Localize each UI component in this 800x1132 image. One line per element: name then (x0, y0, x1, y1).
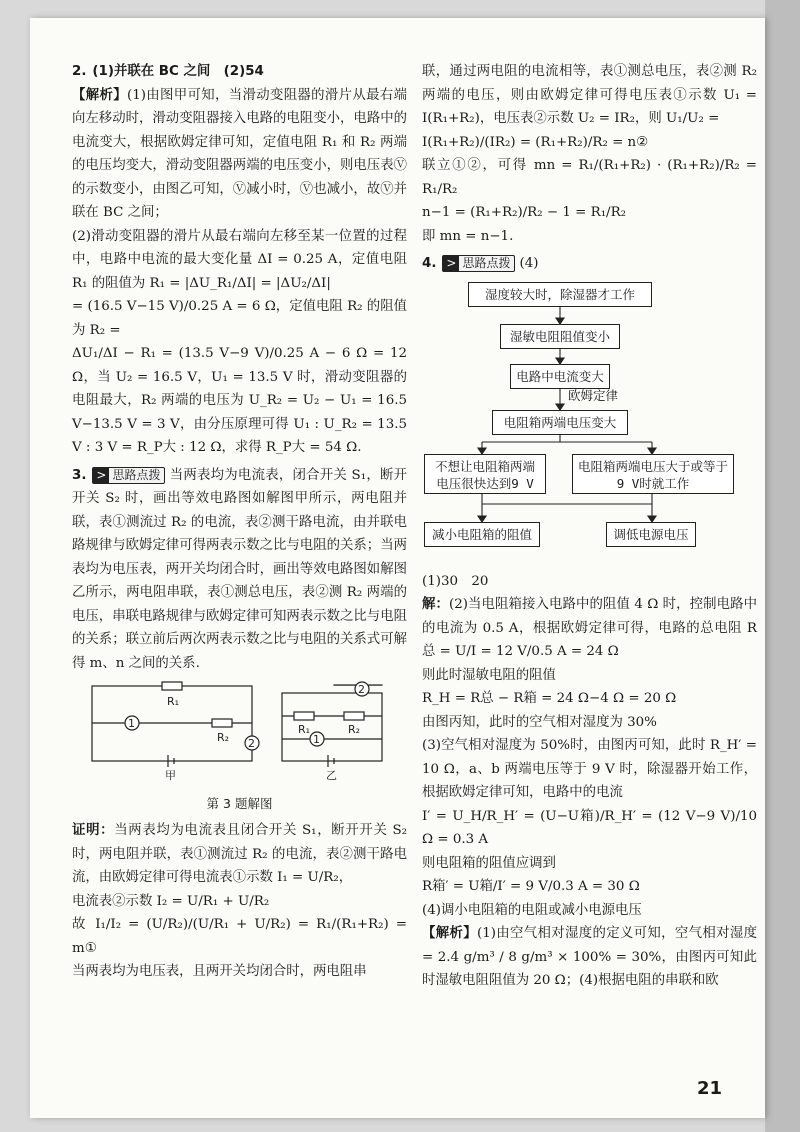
resistor-r2-jia (212, 719, 232, 727)
q3-proof-2: 电流表②示数 I₂ = U/R₁ + U/R₂ (72, 893, 270, 909)
label-r1-jia: R₁ (167, 695, 180, 708)
q2-analysis-3: = (16.5 V−15 V)/0.25 A = 6 Ω，定值电阻 R₂ 的阻值为 R₂ = (72, 299, 407, 338)
q2-number: 2. (72, 64, 87, 79)
q4-answer-6: (3)空气相对湿度为 50%时，由图丙可知，此时 R_H′ = 10 Ω，a、b 两端电压等于 9 V 时，除湿器开始工作，根据欧姆定律可知，电路中的电流 (422, 738, 757, 800)
q3-cont-5: 即 mn = n−1. (422, 228, 514, 244)
q4-answer-7: I′ = U_H/R_H′ = (U−U箱)/R_H′ = (12 V−9 V)/10 Ω = 0.3 A (422, 808, 757, 847)
q4-solution-tag: 解： (422, 597, 449, 612)
q4-number: 4. (422, 256, 437, 271)
q4-answer-8: 则电阻箱的阻值应调到 (422, 855, 556, 871)
q4-thought-tag: > 思路点拨 (442, 255, 515, 272)
flow-box-4: 电阻箱两端电压变大 (492, 410, 628, 435)
q2-analysis-4: ΔU₁/ΔI − R₁ = (13.5 V−9 V)/0.25 A − 6 Ω = 12 Ω，当 U₂ = 16.5 V，U₁ = 13.5 V 时，滑动变阻器的电阻最大，R₂ 两端的电压为 U_R₂ = U₂ − U₁ = 16.5 V−13.5 V = 3 V，由分压原理可得 U₁ : U_R₂ = 13.5 V : 3 V = R_P大 : 12 Ω，求得 R_P大 = 54 Ω. (72, 346, 407, 455)
label-m1-yi: 1 (313, 733, 320, 746)
q3-cont-1: 联，通过两电阻的电流相等，表①测总电压，表②测 R₂ 两端的电压，则由欧姆定律可得电压表①示数 U₁ = I(R₁+R₂)，电压表②示数 U₂ = IR₂，则 U₁/U₂ = (422, 64, 757, 126)
resistor-r1-yi (294, 712, 314, 720)
page-number: 21 (697, 1078, 723, 1099)
document-page (30, 18, 765, 1118)
q3-cont-4: n−1 = (R₁+R₂)/R₂ − 1 = R₁/R₂ (422, 205, 627, 220)
label-m1-jia: 1 (128, 717, 135, 730)
q2-analysis-tag: 【解析】 (72, 87, 127, 103)
q4-answer-10: (4)调小电阻箱的电阻或减小电源电压 (422, 902, 642, 918)
page-edge (765, 0, 800, 1132)
q4-answer-11: 【解析】(1)由空气相对湿度的定义可知，空气相对湿度 = 2.4 g/m³ / 8 g/m³ × 100% = 30%，由图丙可知此时湿敏电阻阻值为 20 Ω；(4)根据电阻的串联和欧 (422, 926, 758, 988)
q2-analysis-2: (2)滑动变阻器的滑片从最右端向左移至某一位置的过程中，电路中电流的最大变化量 ΔI = 0.25 A，定值电阻 R₁ 的阻值为 R₁ = |ΔU_R₁/ΔI| = |ΔU₂/ΔI| (72, 228, 407, 291)
right-column (422, 60, 757, 993)
flow-box-6: 电阻箱两端电压大于或等于9 V时就工作 (572, 454, 734, 494)
q3-thought-tag: > 思路点拨 (92, 467, 165, 484)
flow-box-2: 湿敏电阻阻值变小 (500, 324, 620, 349)
q2-header (72, 60, 407, 84)
q4-answer-9: R箱′ = U箱/I′ = 9 V/0.3 A = 30 Ω (422, 879, 640, 894)
circuit-yi-loop (282, 693, 382, 761)
flow-box-1: 湿度较大时，除湿器才工作 (468, 282, 652, 307)
q3-number: 3. (72, 467, 87, 483)
label-r2-jia: R₂ (217, 731, 230, 744)
q3-proof-3: 故 I₁/I₂ = (U/R₂)/(U/R₁ + U/R₂) = R₁/(R₁+R₂) = m① (72, 917, 407, 956)
q4-answer-1: (1)30 20 (422, 573, 489, 589)
q3-figure-caption: 第 3 题解图 (206, 795, 273, 811)
flow-law-label: 欧姆定律 (568, 387, 619, 403)
label-r2-yi: R₂ (348, 723, 361, 736)
resistor-r2-yi (344, 712, 364, 720)
q2-analysis-1: 【解析】(1)由图甲可知，当滑动变阻器的滑片从最右端向左移动时，滑动变阻器接入电路的电阻变小，电路中的电流变大，根据欧姆定律可知，定值电阻 R₁ 和 R₂ 两端的电压均变大，滑动变阻器两端的电压变小，则电压表Ⓥ的示数变小，由图乙可知，Ⓥ减小时，Ⓥ也减小，故Ⓥ并联在 BC 之间； (72, 87, 408, 220)
label-m2-yi: 2 (358, 683, 365, 696)
label-jia: 甲 (165, 769, 176, 781)
circuit-diagrams (72, 681, 402, 781)
flow-box-5: 不想让电阻箱两端电压很快达到9 V (424, 454, 546, 494)
flow-box-7: 减小电阻箱的阻值 (424, 522, 540, 547)
q3-cont-3: 联立①②，可得 mn = R₁/(R₁+R₂) · (R₁+R₂)/R₂ = R₁/R₂ (422, 158, 757, 197)
q3-proof-4: 当两表均为电压表，且两开关均闭合时，两电阻串 (72, 964, 367, 979)
q4-analysis-tag: 【解析】 (422, 926, 477, 941)
q3-proof-tag: 证明： (72, 823, 115, 838)
label-yi: 乙 (326, 769, 337, 781)
q4-flowchart (422, 280, 757, 568)
flow-box-3: 电路中电流变大 (510, 364, 610, 389)
label-r1-yi: R₁ (298, 723, 311, 736)
q3-circuit-figure (72, 681, 407, 790)
chevron-right-icon: > (443, 256, 459, 271)
q4-answer-2: 解：(2)当电阻箱接入电路中的阻值 4 Ω 时，控制电路中的电流为 0.5 A，根据欧姆定律可得，电路的总电阻 R总 = U/I = 12 V/0.5 A = 24 Ω (422, 597, 757, 659)
q4-header: 4. > 思路点拨 (4) (422, 256, 539, 271)
q3-cont-2: I(R₁+R₂)/(IR₂) = (R₁+R₂)/R₂ = n② (422, 134, 649, 150)
q2-answer: (1)并联在 BC 之间 (2)54 (92, 64, 264, 79)
resistor-r1-jia (162, 682, 182, 690)
q3-thought: 3. > 思路点拨 当两表均为电流表，闭合开关 S₁，断开开关 S₂ 时，画出等效电路图如解图甲所示，两电阻并联，表①测流过 R₂ 的电流，表②测干路电流，由并联电路规律与欧姆定律可得两表示数之比与电阻的关系；当两表均为电压表，两开关均闭合时，画出等效电路图如解图乙所示，两电阻串联，表①测总电压，表②测 R₂ 两端的电压，串联电路规律与欧姆定律可知两表示数之比与电阻的关系；联立前后两次两表示数之比与电阻的关系式可解得 m、n 之间的关系. (72, 467, 407, 671)
q4-answer-3: 则此时湿敏电阻的阻值 (422, 667, 556, 683)
q3-proof-1: 证明：当两表均为电流表且闭合开关 S₁，断开开关 S₂ 时，两电阻并联，表①测流过 R₂ 的电流，表②测干路电流，由欧姆定律可得电流表①示数 I₁ = U/R₂， (72, 823, 407, 885)
chevron-right-icon: > (93, 468, 109, 483)
flow-box-8: 调低电源电压 (606, 522, 696, 547)
label-m2-jia: 2 (248, 737, 255, 750)
left-column (72, 60, 407, 984)
q4-answer-4: R_H = R总 − R箱 = 24 Ω−4 Ω = 20 Ω (422, 691, 677, 706)
q4-answer-5: 由图丙知，此时的空气相对湿度为 30% (422, 714, 657, 730)
